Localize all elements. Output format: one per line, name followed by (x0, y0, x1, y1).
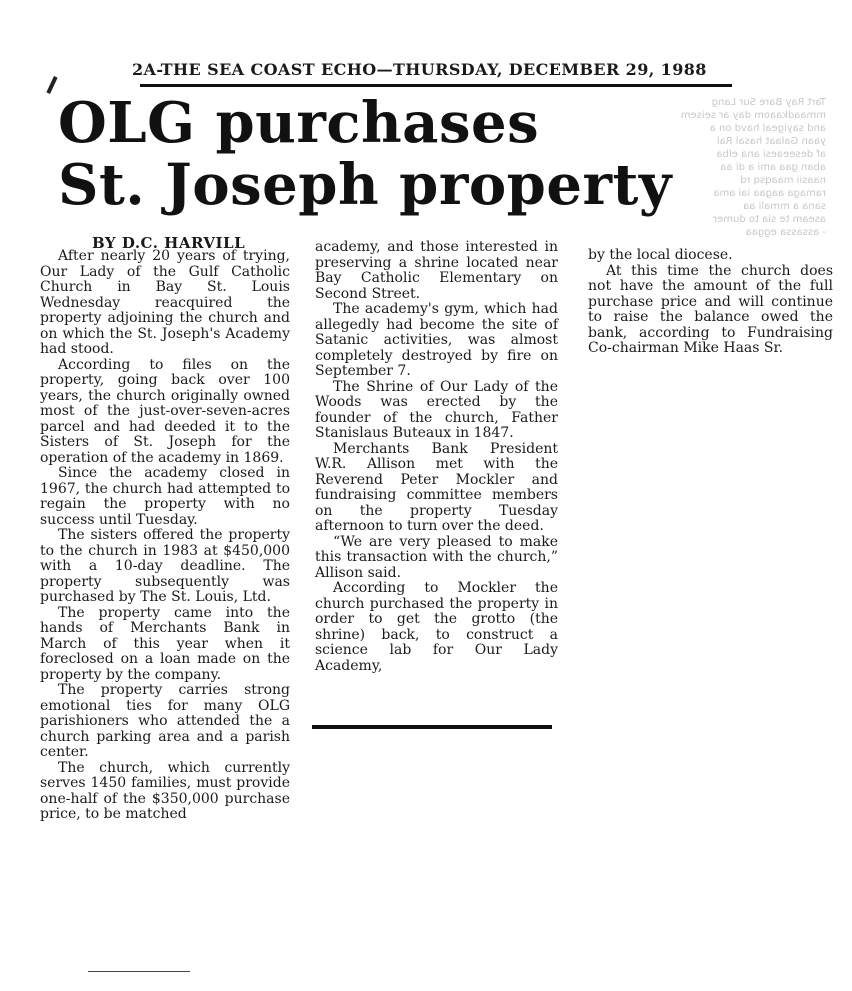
headline-line-2: St. Joseph property (58, 152, 672, 218)
article-column-2 (315, 240, 558, 674)
paragraph: The Shrine of Our Lady of the Woods was erected by the founder of the church, Father Stanislaus Buteaux in 1847. (315, 378, 558, 441)
paragraph: The property carries strong emotional ties for many OLG parishioners who attended the a church parking area and a parish center. (40, 682, 290, 760)
article-column-1 (40, 249, 290, 823)
masthead-rule (140, 84, 732, 87)
paragraph: “We are very pleased to make this transaction with the church,” Allison said. (315, 533, 558, 581)
column-end-rule (312, 725, 552, 729)
paragraph: According to files on the property, going back over 100 years, the church originally owned most of the just-over-seven-acres parcel and had deeded it to the Sisters of St. Joseph for the operation of the academy in 1869. (40, 356, 290, 466)
paragraph: Merchants Bank President W.R. Allison met with the Reverend Peter Mockler and fundraising committee members on the property Tuesday afternoon to turn over the deed. (315, 440, 558, 534)
paragraph: The sisters offered the property to the church in 1983 at $450,000 with a 10-day deadline. The property subsequently was purchased by The St. Louis, Ltd. (40, 527, 290, 605)
paragraph: academy, and those interested in preserving a shrine located near Bay Catholic Elementary on Second Street. (315, 239, 558, 302)
byline: BY D.C. HARVILL (92, 234, 246, 252)
paragraph: After nearly 20 years of trying, Our Lady of the Gulf Catholic Church in Bay St. Louis Wednesday reacquired the property adjoining the church and on which the St. Joseph's Academy had stood. (40, 248, 290, 357)
masthead: 2A-THE SEA COAST ECHO—THURSDAY, DECEMBER 29, 1988 (132, 60, 707, 79)
paragraph: The academy's gym, which had allegedly had become the site of Satanic activities, was almost completely destroyed by fire on September 7. (315, 301, 558, 379)
article-column-3 (588, 248, 833, 357)
headline (58, 92, 672, 216)
paragraph: At this time the church does not have the amount of the full purchase price and will continue to raise the balance owed the bank, according to Fundraising Co-chairman Mike Haas Sr. (588, 262, 833, 356)
headline-line-1: OLG purchases (58, 90, 540, 156)
bleed-through-text: Tart Ray Bare Sur Lang mmaadkaaom day ar seisem and sayigeal havd on a yaan Galaat hasal Ral af deseeaesi ana elba aban gaa ami a di aa naasii maaqsq rd ramaga aagaa iai ama sana a mmali aa aseam te sia to dumer - assassa eggaa (680, 97, 826, 238)
pen-mark (46, 76, 57, 94)
paragraph: Since the academy closed in 1967, the church had attempted to regain the property with no success until Tuesday. (40, 465, 290, 528)
paragraph: by the local diocese. (588, 247, 733, 263)
paragraph: According to Mockler the church purchased the property in order to get the grotto (the shrine) back, to construct a science lab for Our Lady Academy, (315, 580, 558, 674)
paragraph: The church, which currently serves 1450 families, must provide one-half of the $350,000 purchase price, to be matched (40, 759, 290, 822)
footer-rule (88, 971, 190, 972)
paragraph: The property came into the hands of Merchants Bank in March of this year when it foreclosed on a loan made on the property by the company. (40, 604, 290, 683)
